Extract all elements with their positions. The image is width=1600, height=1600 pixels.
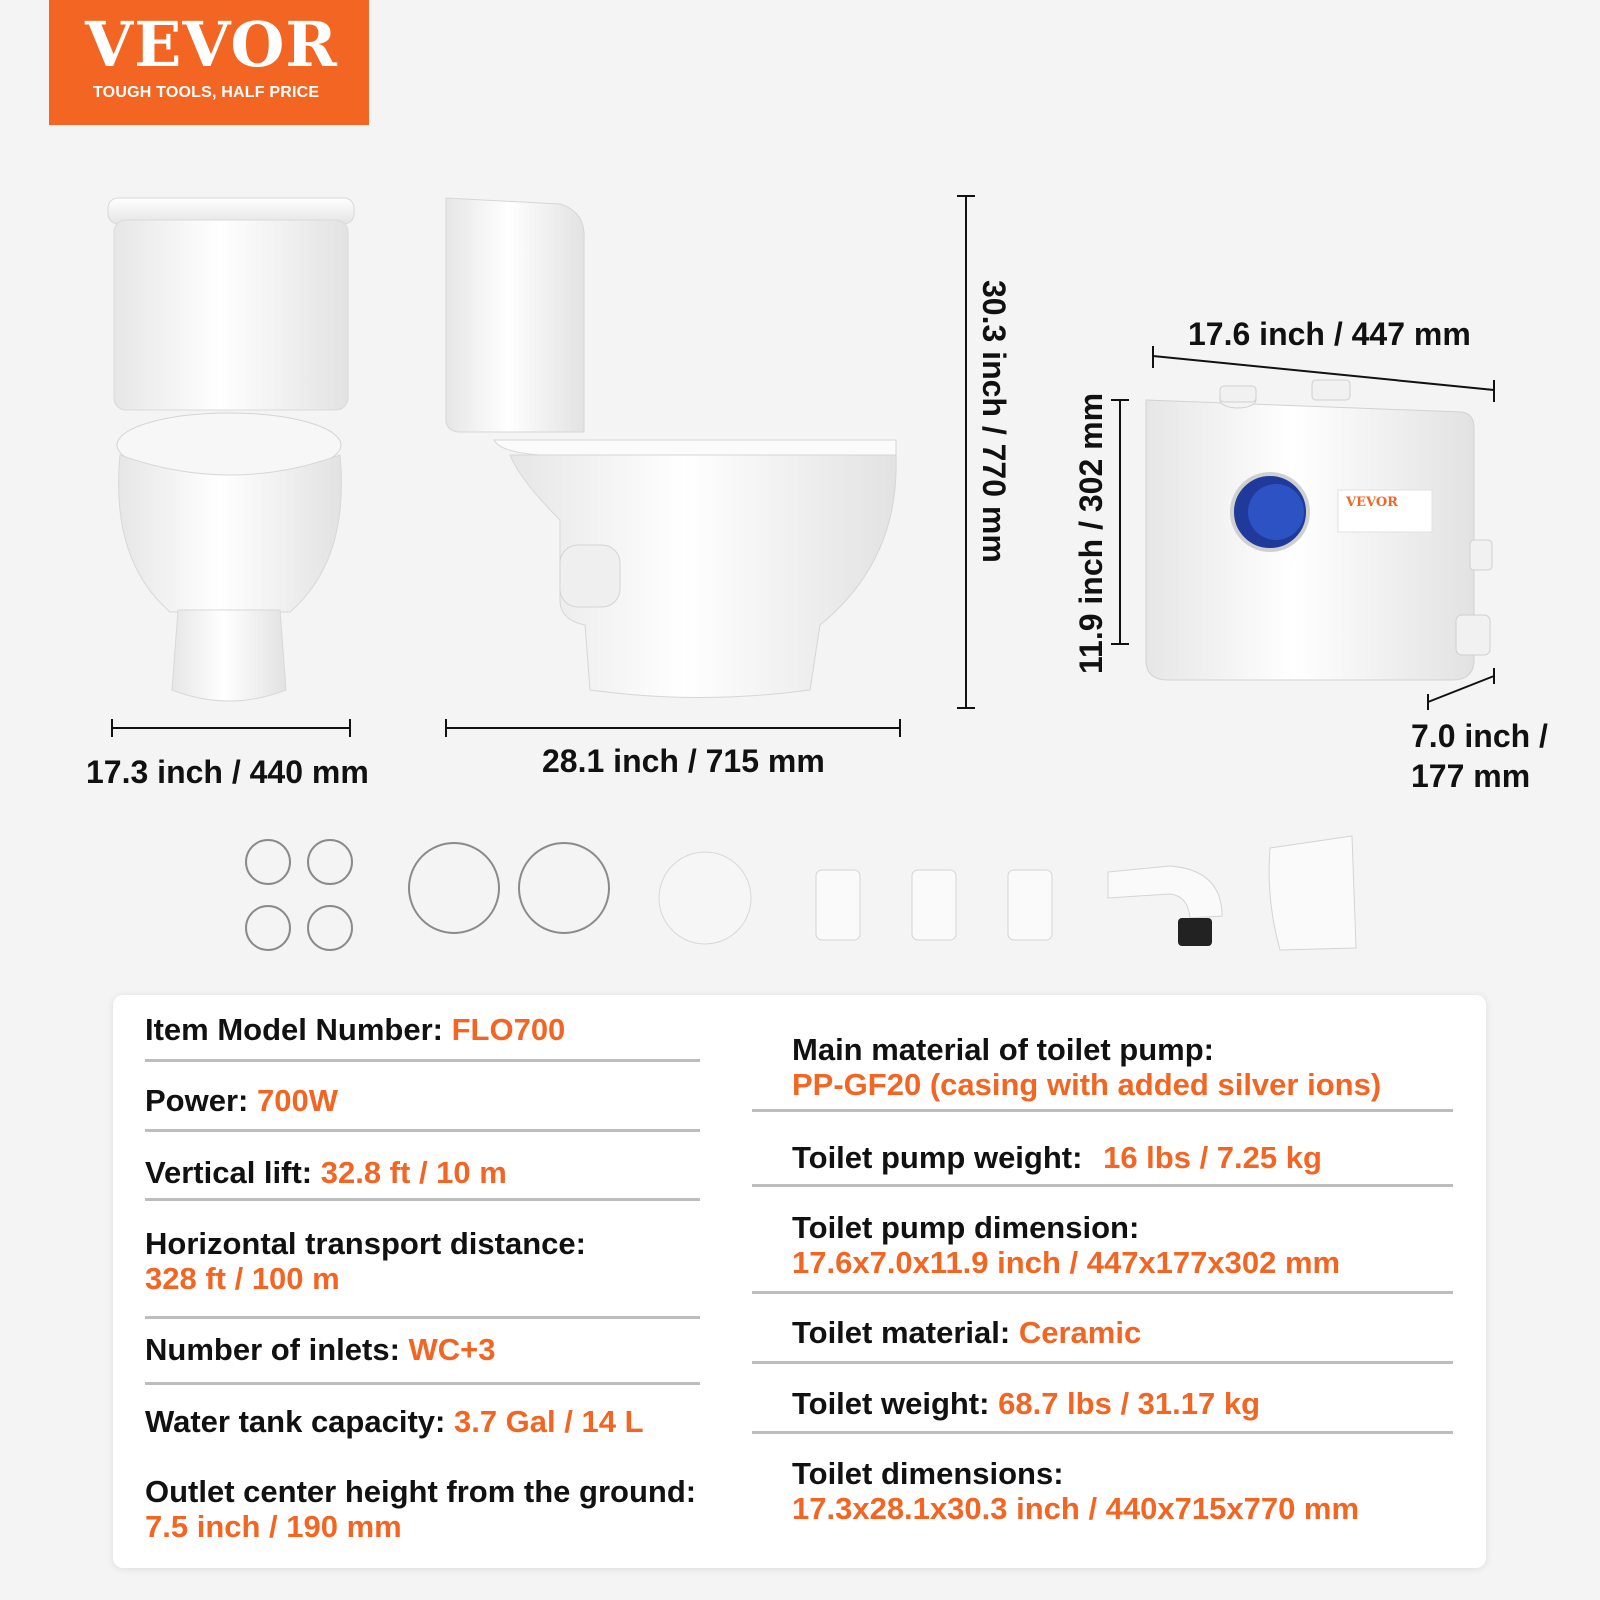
spec-water-tank-capacity: [145, 1404, 644, 1439]
brand-name: VEVOR: [85, 8, 338, 81]
spec-value: 7.5 inch / 190 mm: [145, 1509, 402, 1544]
divider: [145, 1198, 700, 1201]
toilet-front-width-label: 17.3 inch / 440 mm: [86, 754, 369, 790]
spec-value: WC+3: [408, 1332, 496, 1367]
spec-label: Water tank capacity:: [145, 1404, 446, 1439]
brand-tagline: TOUGH TOOLS, HALF PRICE: [93, 84, 320, 101]
spec-value: 17.3x28.1x30.3 inch / 440x715x770 mm: [792, 1491, 1360, 1526]
spec-label: Number of inlets:: [145, 1332, 400, 1367]
accessories-row: [246, 836, 1356, 950]
spec-pump-weight: [792, 1140, 1322, 1175]
spec-value: 328 ft / 100 m: [145, 1261, 340, 1296]
spec-label: Toilet pump dimension:: [792, 1210, 1140, 1245]
spec-label: Power:: [145, 1083, 249, 1118]
specifications-panel: [113, 995, 1486, 1568]
divider: [145, 1382, 700, 1385]
macerator-pump: [1146, 380, 1492, 680]
spec-value: 3.7 Gal / 14 L: [453, 1404, 644, 1439]
spec-value: 17.6x7.0x11.9 inch / 447x177x302 mm: [792, 1245, 1341, 1280]
divider: [752, 1291, 1453, 1294]
pump-height-label: 11.9 inch / 302 mm: [1073, 392, 1109, 674]
spec-value: 700W: [256, 1083, 338, 1118]
divider: [752, 1361, 1453, 1364]
spec-value: FLO700: [451, 1012, 566, 1047]
spec-pump-dimension: [792, 1210, 1340, 1280]
spec-label: Toilet pump weight:: [792, 1140, 1083, 1175]
pump-width-label: 17.6 inch / 447 mm: [1188, 316, 1471, 352]
spec-label: Main material of toilet pump:: [792, 1032, 1214, 1067]
spec-model-number: [145, 1012, 565, 1047]
divider: [752, 1184, 1453, 1187]
spec-value: Ceramic: [1018, 1315, 1142, 1350]
toilet-front-view: [108, 198, 354, 701]
spec-label: Horizontal transport distance:: [145, 1226, 586, 1261]
spec-toilet-dimensions: [792, 1456, 1359, 1526]
divider: [145, 1129, 700, 1132]
pump-depth-label-line1: 7.0 inch /: [1411, 718, 1548, 754]
divider: [145, 1059, 700, 1062]
spec-power: [145, 1083, 338, 1118]
spec-label: Toilet dimensions:: [792, 1456, 1064, 1491]
spec-vertical-lift: [145, 1155, 507, 1190]
pump-sticker-brand: VEVOR: [1346, 495, 1398, 510]
spec-horizontal-distance: [145, 1226, 586, 1296]
spec-label: Item Model Number:: [145, 1012, 443, 1047]
spec-toilet-material: [792, 1315, 1141, 1350]
divider: [145, 1316, 700, 1319]
spec-label: Toilet material:: [792, 1315, 1011, 1350]
spec-pump-material: [792, 1032, 1381, 1102]
spec-value: 68.7 lbs / 31.17 kg: [998, 1386, 1261, 1421]
spec-value: PP-GF20 (casing with added silver ions): [792, 1067, 1382, 1102]
spec-toilet-weight: [792, 1386, 1260, 1421]
divider: [752, 1431, 1453, 1434]
spec-value: 32.8 ft / 10 m: [320, 1155, 507, 1190]
pump-depth-label-line2: 177 mm: [1411, 758, 1531, 794]
spec-number-of-inlets: [145, 1332, 496, 1367]
toilet-side-view: [446, 198, 896, 698]
toilet-side-depth-label: 28.1 inch / 715 mm: [542, 743, 825, 779]
spec-outlet-center-height: [145, 1474, 696, 1544]
divider: [752, 1109, 1453, 1112]
spec-label: Vertical lift:: [145, 1155, 313, 1190]
toilet-height-label: 30.3 inch / 770 mm: [976, 280, 1012, 563]
spec-value: 16 lbs / 7.25 kg: [1103, 1140, 1322, 1175]
spec-label: Outlet center height from the ground:: [145, 1474, 697, 1509]
spec-label: Toilet weight:: [792, 1386, 990, 1421]
